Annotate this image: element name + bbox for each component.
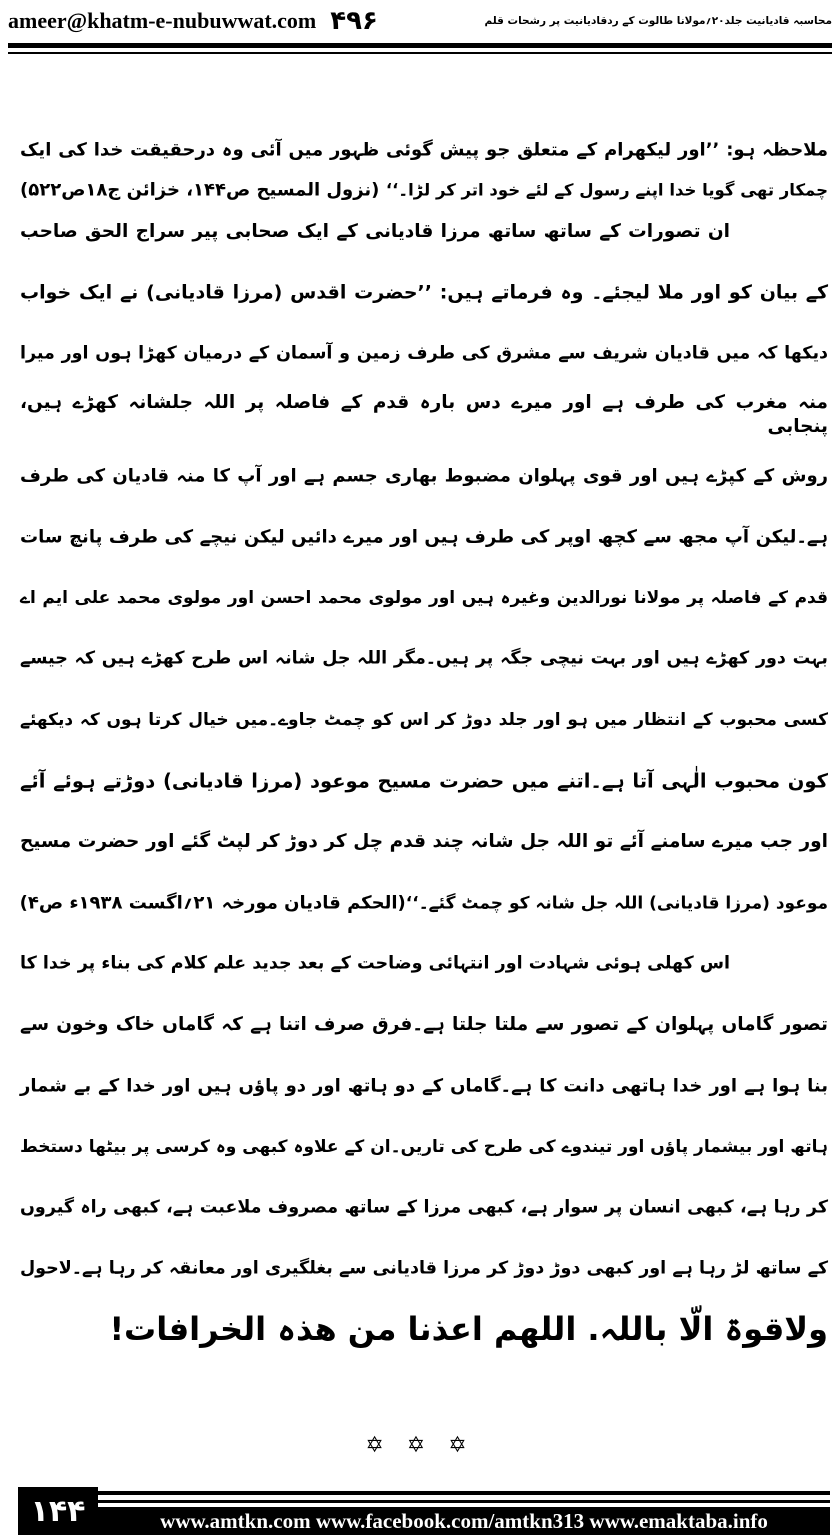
text-line: کون محبوب الٰہی آتا ہے۔اتنے میں حضرت مسیح موعود (مرزا قادیانی) دوڑتے ہوئے آئے (20, 769, 828, 793)
text-line: منہ مغرب کی طرف ہے اور میرے دس بارہ قدم کے فاصلہ پر اللہ جلشانہ کھڑے ہیں، پنجابی (20, 391, 828, 437)
section-separator: ✡ ✡ ✡ (365, 1433, 475, 1458)
text-line: قدم کے فاصلہ پر مولانا نورالدین وغیرہ ہیں اور مولوی محمد احسن اور مولوی محمد علی ایم اے (20, 587, 828, 608)
text-line: تصور گاماں پہلوان کے تصور سے ملتا جلتا ہے۔فرق صرف اتنا ہے کہ گاماں خاک وخون سے (20, 1013, 828, 1035)
header-rule (8, 43, 832, 48)
text-line: ہے۔لیکن آپ مجھ سے کچھ اوپر کی طرف ہیں اور میرے دائیں لیکن نیچے کی طرف پانچ سات (20, 526, 828, 548)
text-line: ان تصورات کے ساتھ ساتھ مرزا قادیانی کے ایک صحابی پیر سراج الحق صاحب (20, 220, 730, 242)
text-line: روش کے کپڑے ہیں اور قوی پہلوان مضبوط بھاری جسم ہے اور آپ کا منہ قادیان کی طرف (20, 465, 828, 487)
text-line: کر رہا ہے، کبھی انسان پر سوار ہے، کبھی مرزا کے ساتھ مصروف ملاعبت ہے، کبھی راہ گیروں (20, 1197, 828, 1218)
citation: (نزول المسیح ص۱۴۴، خزائن ج۱۸ص۵۲۲) (20, 179, 380, 201)
text-line (20, 891, 828, 914)
footer-page-number: ۱۴۴ (18, 1487, 98, 1535)
text-line-content: چمکار تھی گویا خدا اپنے رسول کے لئے خود اتر کر لڑا۔‘‘ (385, 180, 828, 200)
citation: (الحکم قادیان مورخہ ۲۱؍اگست ۱۹۳۸ء ص۴) (19, 892, 406, 914)
footer-rule-thin (98, 1500, 830, 1503)
page-header (8, 4, 832, 38)
text-line: ہاتھ اور بیشمار پاؤں اور تیندوے کی طرح کی تاریں۔ان کے علاوہ کبھی وہ کرسی پر بیٹھا دستخط (20, 1136, 828, 1157)
footer-links: www.amtkn.com www.facebook.com/amtkn313 www.emaktaba.info (98, 1507, 830, 1535)
text-line: کے ساتھ لڑ رہا ہے اور کبھی دوڑ دوڑ کر مرزا قادیانی سے بغلگیری اور معانقہ کر رہا ہے۔لاحول (20, 1258, 828, 1279)
footer-rule (98, 1491, 830, 1495)
text-line: بنا ہوا ہے اور خدا ہاتھی دانت کا ہے۔گاماں کے دو ہاتھ اور دو پاؤں ہیں اور خدا کے بے شمار (20, 1075, 828, 1097)
text-line: اس کھلی ہوئی شہادت اور انتہائی وضاحت کے بعد جدید علم کلام کی بناء پر خدا کا (20, 953, 730, 974)
text-line: ملاحظہ ہو: ’’اور لیکھرام کے متعلق جو پیش گوئی ظہور میں آئی وہ درحقیقت خدا کی ایک (20, 139, 828, 161)
text-line-content: موعود (مرزا قادیانی) اللہ جل شانہ کو چمٹ گئے۔‘‘ (405, 892, 828, 913)
text-line: اور جب میرے سامنے آئے تو اللہ جل شانہ چند قدم چل کر دوڑ کر لپٹ گئے اور حضرت مسیح (20, 830, 828, 852)
text-line: کے بیان کو اور ملا لیجئے۔ وہ فرماتے ہیں: ’’حضرت اقدس (مرزا قادیانی) نے ایک خواب (20, 281, 828, 304)
text-line: ولاقوۃ الّا باللہ. اللھم اعذنا من ھذہ الخرافات! (109, 1310, 828, 1349)
header-email: ameer@khatm-e-nubuwwat.com (8, 8, 317, 33)
text-line: بہت دور کھڑے ہیں اور بہت نیچی جگہ پر ہیں۔مگر اللہ جل شانہ اس طرح کھڑے ہیں کہ جیسے (20, 648, 828, 669)
header-left (8, 6, 378, 36)
text-line: دیکھا کہ میں قادیان شریف سے مشرق کی طرف زمین و آسمان کے درمیان کھڑا ہوں اور میرا (20, 343, 828, 364)
header-book-title: محاسبہ قادیانیت جلد۲۰؍مولانا طالوت کے ردقادیانیت پر رشحات قلم (484, 15, 832, 27)
header-page-number: ۴۹۶ (330, 6, 378, 36)
text-line (20, 178, 828, 201)
header-rule-thin (8, 52, 832, 54)
text-line: کسی محبوب کے انتظار میں ہو اور جلد دوڑ کر اس کو چمٹ جاوے۔میں خیال کرتا ہوں کہ دیکھئے (20, 709, 828, 730)
